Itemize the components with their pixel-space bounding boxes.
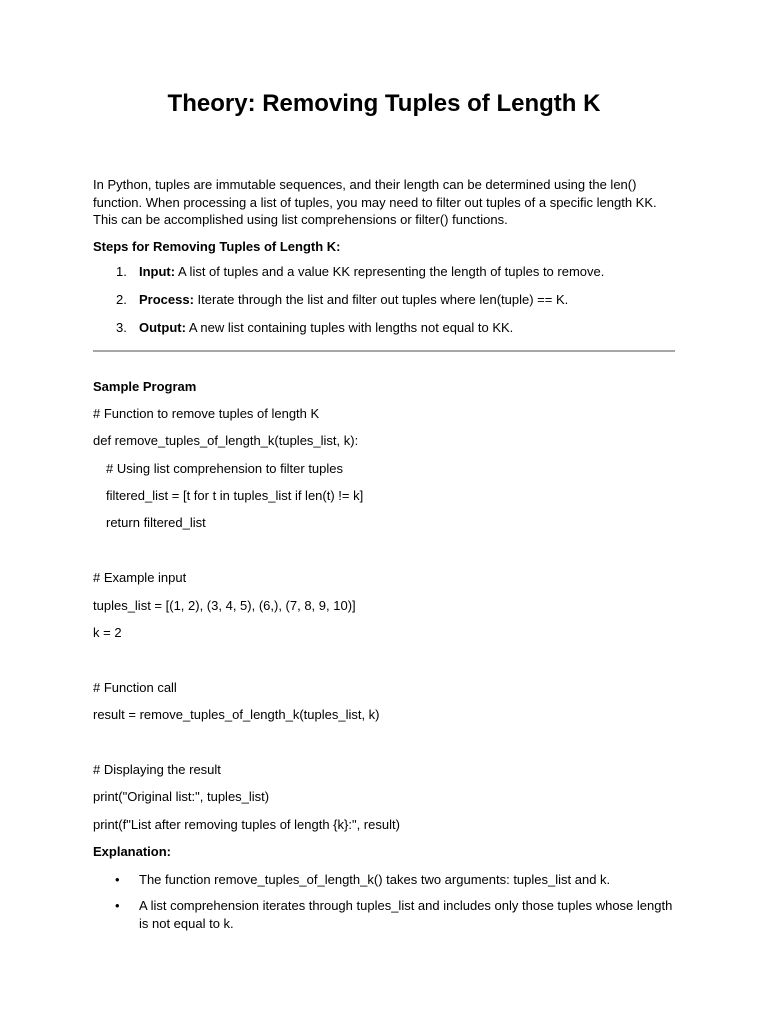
explanation-text: A list comprehension iterates through tuples_list and includes only those tuples whose length is not equal to k.	[139, 898, 673, 931]
bullet-icon: •	[115, 871, 120, 887]
blank-line	[93, 651, 675, 678]
step-item	[93, 291, 675, 319]
bullet-icon: •	[115, 898, 120, 914]
step-label: Input:	[139, 263, 176, 279]
step-number: 3.	[116, 319, 127, 335]
code-line: return filtered_list	[106, 515, 206, 531]
blank-line	[93, 734, 675, 761]
steps-heading: Steps for Removing Tuples of Length K:	[93, 238, 341, 254]
code-line: # Function call	[93, 679, 177, 695]
code-line: def remove_tuples_of_length_k(tuples_list, k):	[93, 433, 359, 449]
intro-paragraph: In Python, tuples are immutable sequences, and their length can be determined using the len() function. When processing a list of tuples, you may need to filter out tuples of a specific length KK. This can be accomplished using list comprehensions or filter() functions.	[93, 177, 657, 227]
code-line: tuples_list = [(1, 2), (3, 4, 5), (6,), (7, 8, 9, 10)]	[93, 597, 356, 613]
code-line: filtered_list = [t for t in tuples_list if len(t) != k]	[106, 488, 364, 504]
explanation-list	[93, 871, 675, 933]
step-item	[93, 263, 675, 291]
explanation-item	[93, 871, 675, 889]
sample-program-heading: Sample Program	[93, 378, 197, 394]
step-number: 2.	[116, 291, 127, 307]
code-line: print("Original list:", tuples_list)	[93, 789, 270, 805]
code-line: result = remove_tuples_of_length_k(tuples_list, k)	[93, 707, 380, 723]
blank-line	[93, 542, 675, 569]
code-line: # Example input	[93, 570, 187, 586]
explanation-heading: Explanation:	[93, 844, 172, 860]
code-line: print(f"List after removing tuples of length {k}:", result)	[93, 816, 400, 832]
step-number: 1.	[116, 263, 127, 279]
document-body	[93, 176, 675, 941]
page-title: Theory: Removing Tuples of Length K	[167, 90, 601, 117]
code-line: # Displaying the result	[93, 761, 221, 777]
step-item	[93, 319, 675, 347]
code-block	[93, 405, 675, 843]
code-line: k = 2	[93, 625, 122, 641]
step-text: A new list containing tuples with lengths not equal to KK.	[185, 319, 514, 335]
step-label: Process:	[139, 291, 194, 307]
explanation-text: The function remove_tuples_of_length_k() takes two arguments: tuples_list and k.	[139, 871, 611, 887]
explanation-item	[93, 897, 675, 932]
step-text: Iterate through the list and filter out tuples where len(tuple) == K.	[193, 291, 569, 307]
step-text: A list of tuples and a value KK representing the length of tuples to remove.	[175, 263, 605, 279]
code-line: # Function to remove tuples of length K	[93, 405, 320, 421]
steps-list	[93, 263, 675, 347]
code-line: # Using list comprehension to filter tuples	[106, 460, 344, 476]
step-label: Output:	[139, 319, 186, 335]
